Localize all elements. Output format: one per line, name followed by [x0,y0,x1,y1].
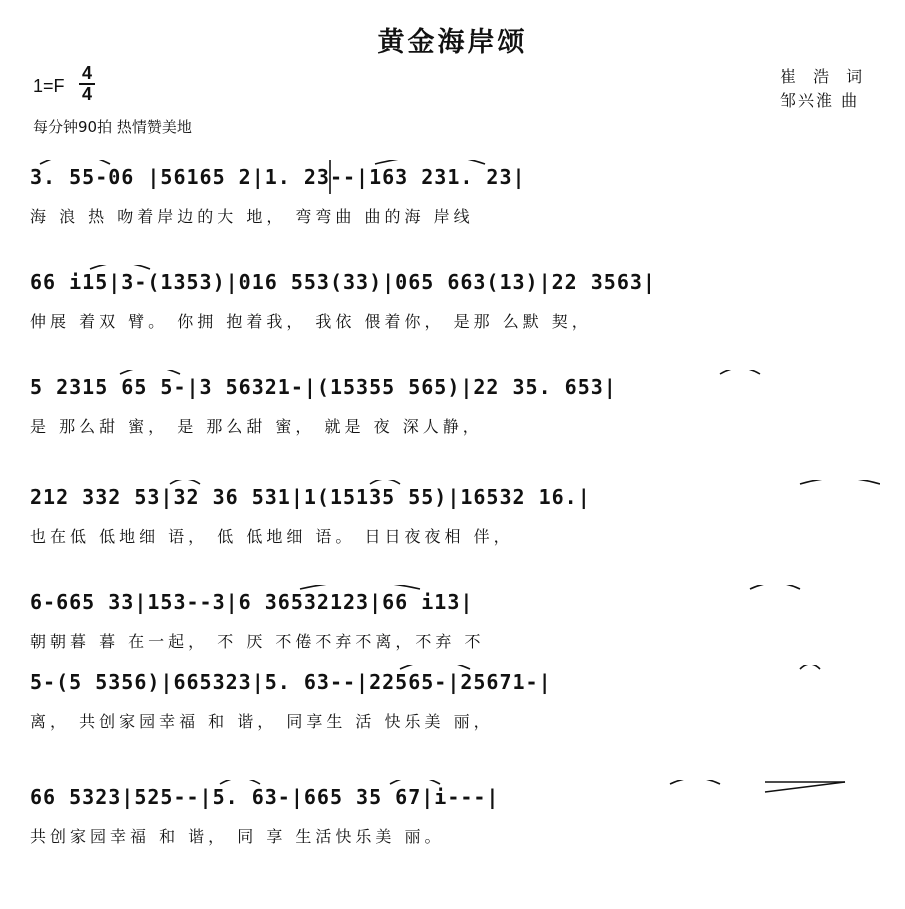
notation-line: 66 i15|3-(1353)|016 553(33)|065 663(13)|22 3563| [30,270,656,294]
lyrics-line: 离， 共创家园幸福 和 谐， 同享生 活 快乐美 丽， [30,712,494,731]
key-signature: 1=F [33,76,65,96]
time-signature-top: 4 [81,63,92,83]
notation-line: 3. 55-06 |56165 2|1. 23--|163 231. 23| [30,165,526,189]
lyrics-line: 共创家园幸福 和 谐， 同 享 生活快乐美 丽。 [30,827,445,846]
notation-line: 5-(5 5356)|665323|5. 63--|22565-|25671-| [30,670,552,694]
tempo-marking: 每分钟90拍 热情赞美地 [33,118,192,136]
lyrics-line: 朝朝暮 暮 在一起， 不 厌 不倦不弃不离，不弃 不 [30,632,485,651]
notation-line: 66 5323|525--|5. 63-|665 35 67|i---| [30,785,500,809]
time-signature-bottom: 4 [81,84,92,104]
lyrics-line: 伸展 着双 臂。 你拥 抱着我， 我依 偎着你， 是那 么默 契， [30,312,592,331]
song-title: 黄金海岸颂 [377,27,528,58]
lyrics-line: 也在低 低地细 语， 低 低地细 语。 日日夜夜相 伴， [30,527,514,546]
lyrics-line: 海 浪 热 吻着岸边的大 地， 弯弯曲 曲的海 岸线 [30,207,474,226]
lyrics-line: 是 那么甜 蜜， 是 那么甜 蜜， 就是 夜 深人静， [30,417,483,436]
composer-credit: 邹兴淮 曲 [780,91,860,110]
notation-line: 5 2315 65 5-|3 56321-|(15355 565)|22 35. 653| [30,375,617,399]
lyricist-credit: 崔 浩 词 [780,67,869,86]
time-signature [78,64,96,104]
notation-line: 212 332 53|32 36 531|1(15135 55)|16532 16.| [30,485,591,509]
notation-line: 6-665 33|153--3|6 36532123|66 i13| [30,590,474,614]
